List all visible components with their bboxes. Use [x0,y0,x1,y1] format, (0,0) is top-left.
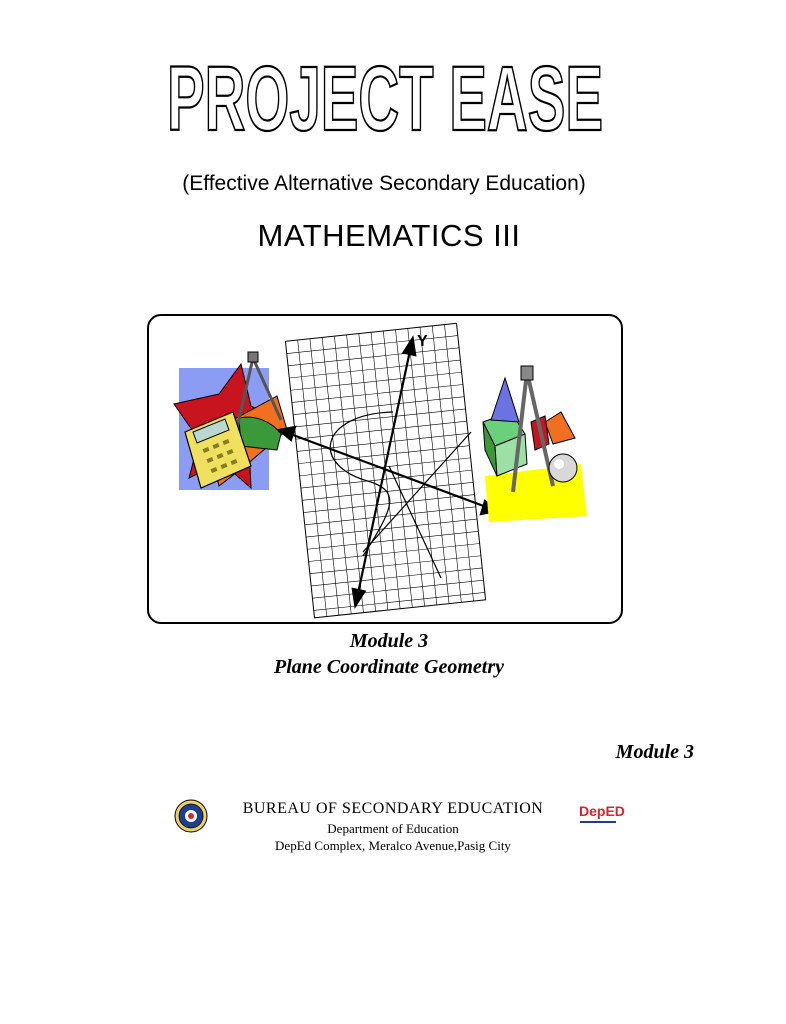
address-line: DepEd Complex, Meralco Avenue,Pasig City [275,838,511,853]
bureau-name: BUREAU OF SECONDARY EDUCATION [242,800,544,817]
module-number: Module 3 [349,630,429,652]
subtitle: (Effective Alternative Secondary Education) [182,172,586,195]
department-name: Department of Education [327,821,459,836]
left-clipart [174,352,287,490]
project-title: PROJECT EASE [167,48,603,150]
y-axis-label: Y [417,333,428,350]
subject-title: MATHEMATICS III [257,218,521,253]
deped-logo [578,794,625,830]
orange-pyramid-shape [545,412,575,444]
project-title-wordart [160,48,610,150]
deped-logo-text: DepED [579,803,625,819]
cover-illustration [147,314,623,624]
right-clipart [483,366,587,522]
cone-icon [491,378,519,422]
module-name: Plane Coordinate Geometry [274,656,504,678]
module-heading [0,628,778,680]
sphere-icon [549,454,577,482]
sphere-highlight [554,459,564,469]
coordinate-geometry-clipart [149,316,625,626]
module-corner-label: Module 3 [615,741,694,763]
